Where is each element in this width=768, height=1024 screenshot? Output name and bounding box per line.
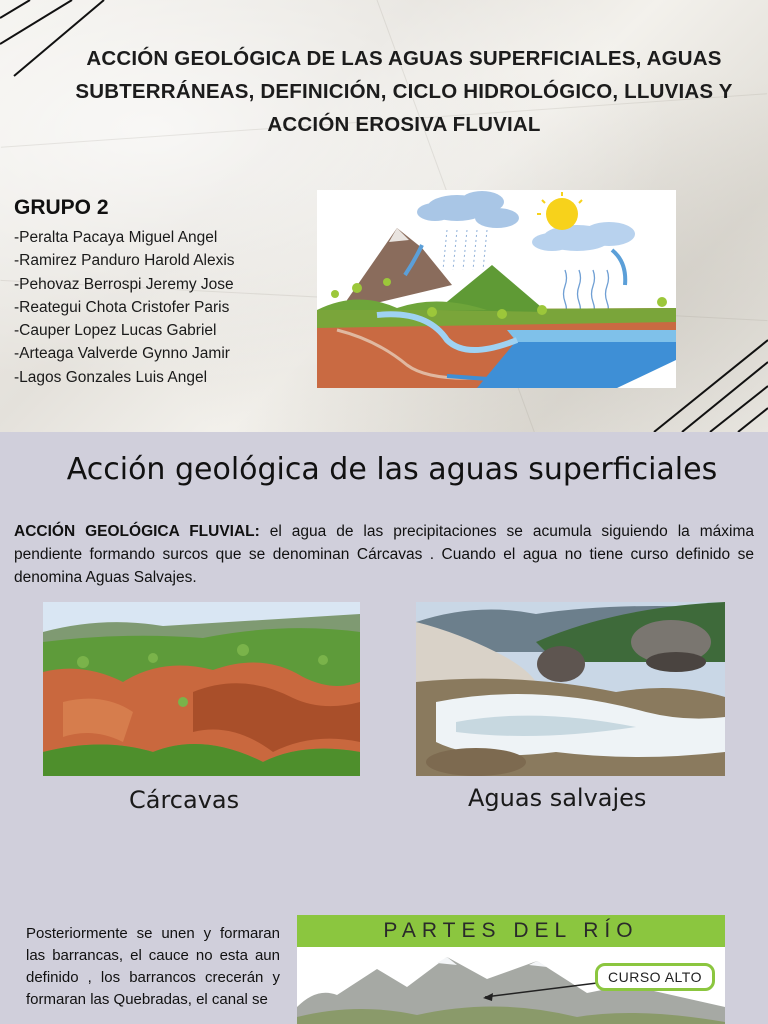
member-name: -Arteaga Valverde Gynno Jamir	[14, 345, 230, 363]
aguas-salvajes-photo	[416, 602, 725, 776]
paragraph-lead: ACCIÓN GEOLÓGICA FLUVIAL:	[14, 523, 260, 540]
curso-alto-label: CURSO ALTO	[595, 963, 715, 991]
intro-paragraph	[14, 520, 754, 589]
cloud-icon	[417, 191, 519, 228]
partes-del-rio-diagram	[297, 915, 725, 1024]
diagram-title: PARTES DEL RÍO	[297, 915, 725, 947]
carcavas-photo	[43, 602, 360, 776]
member-name: -Peralta Pacaya Miguel Angel	[14, 229, 218, 246]
member-name: -Ramirez Panduro Harold Alexis	[14, 252, 235, 270]
page-title: ACCIÓN GEOLÓGICA DE LAS AGUAS SUPERFICIALES, AGUAS SUBTERRÁNEAS, DEFINICIÓN, CICLO HIDROLÓGICO, LLUVIAS Y ACCIÓN EROSIVA FLUVIAL	[75, 47, 733, 136]
water-cycle-illustration	[317, 190, 676, 388]
paragraph-body: el agua de las precipitaciones se acumula siguiendo la máxima pendiente formando surcos que se denominan Cárcavas . Cuando el agua no tiene curso definido se denomina Aguas Salvajes.	[14, 523, 755, 586]
cover-section	[0, 0, 768, 432]
barrancas-paragraph: Posteriormente se unen y formaran las barrancas, el cauce no esta aun definido , los barrancos crecerán y formaran las Quebradas, el canal se	[26, 925, 280, 1008]
member-name: -Lagos Gonzales Luis Angel	[14, 368, 208, 386]
member-name: -Reategui Chota Cristofer Paris	[14, 298, 230, 316]
member-name: -Cauper Lopez Lucas Gabriel	[14, 322, 217, 340]
carcavas-caption: Cárcavas	[129, 786, 240, 814]
sun-icon	[546, 198, 578, 230]
member-list	[14, 226, 235, 389]
member-name: -Pehovaz Berrospi Jeremy Jose	[14, 275, 234, 293]
group-title: GRUPO 2	[14, 196, 109, 219]
aguas-salvajes-caption: Aguas salvajes	[468, 784, 647, 812]
section-heading: Acción geológica de las aguas superficiales	[66, 452, 718, 487]
